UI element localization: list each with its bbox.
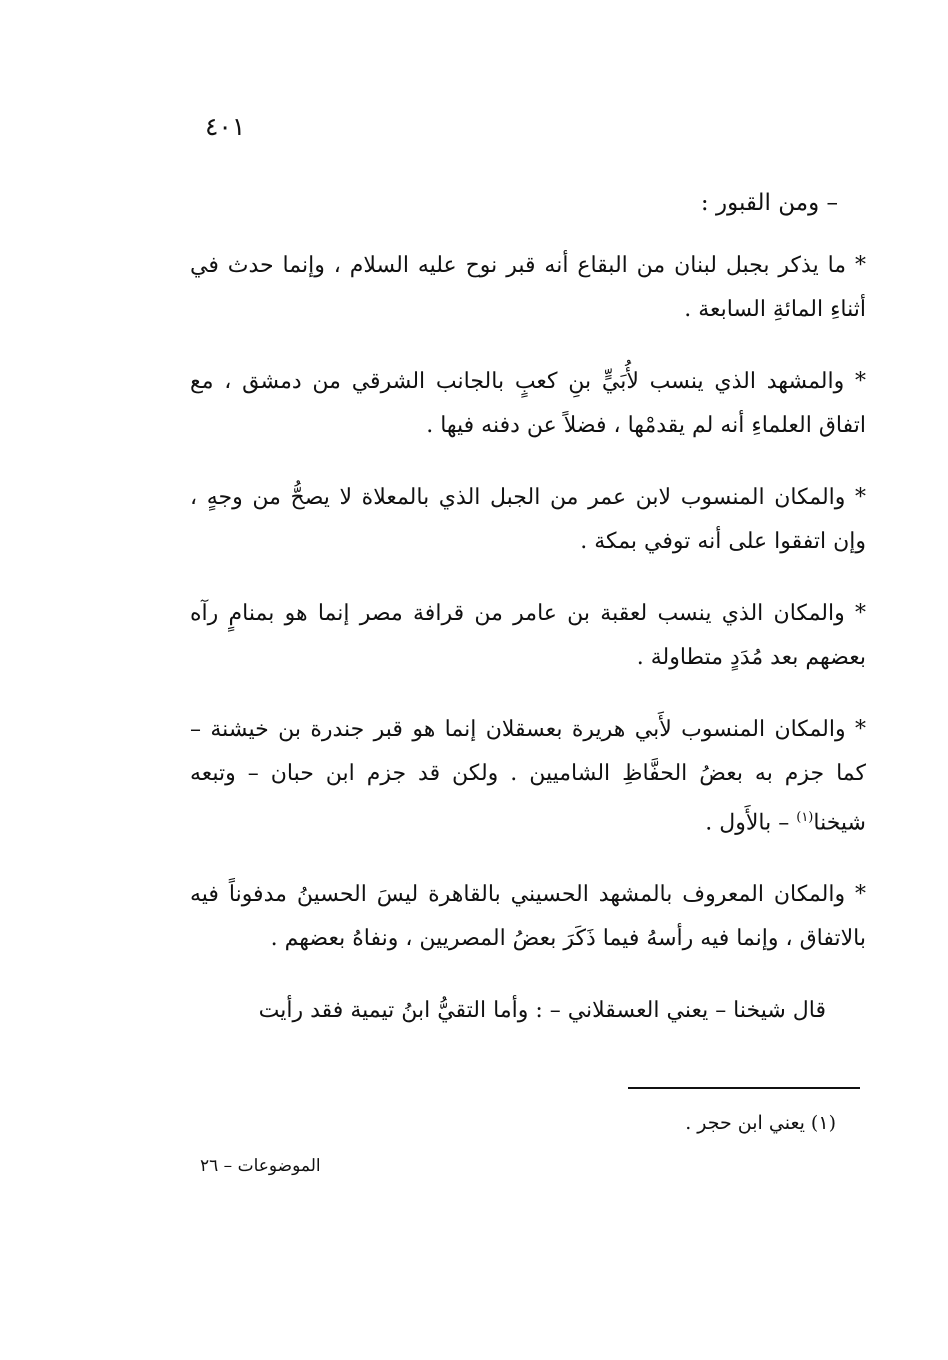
footnote-divider (628, 1087, 860, 1089)
paragraph-4: * والمكان الذي ينسب لعقبة بن عامر من قرافة مصر إنما هو بمنامٍ رآه بعضهم بعد مُدَدٍ متطاولة . (190, 601, 866, 670)
paragraph-5-tail: – بالأَول . (705, 810, 797, 836)
paragraph-6: * والمكان المعروف بالمشهد الحسيني بالقاهرة ليسَ الحسينُ مدفوناً فيه بالاتفاق ، وإنما فيه رأسهُ فيما ذَكَرَ بعضُ المصريين ، ونفاهُ بعضهم . (190, 882, 866, 952)
body-text (190, 244, 866, 1061)
paragraph-2: * والمشهد الذي ينسب لأُبَيٍّ بنِ كعبٍ بالجانب الشرقي من دمشق ، مع اتفاق العلماءِ أنه لم يقدمْها ، فضلاً عن دفنه فيها . (190, 369, 866, 438)
footnote: (١) يعني ابن حجر . (685, 1112, 836, 1134)
paragraph-5 (190, 708, 866, 845)
paragraph-1: * ما يذكر بجبل لبنان من البقاع أنه قبر نوح عليه السلام ، وإنما حدث في أثناءِ المائةِ السابعة . (190, 253, 866, 322)
closing-line: قال شيخنا – يعني العسقلاني – : وأما التقيُّ ابنُ تيمية فقد رأيت (258, 998, 826, 1024)
section-heading: – ومن القبور : (700, 190, 838, 216)
page-number: ٤٠١ (205, 112, 246, 141)
signature-mark: الموضوعات – ٢٦ (200, 1156, 321, 1176)
footnote-reference[interactable]: (١) (796, 810, 814, 825)
paragraph-5-text: * والمكان المنسوب لأَبي هريرة بعسقلان إنما هو قبر جندرة بن خيشنة – كما جزم به بعضُ الحفَّاظِ الشاميين . ولكن قد جزم ابن حبان – وتبعه شيخنا (190, 717, 866, 836)
paragraph-3: * والمكان المنسوب لابن عمر من الجبل الذي بالمعلاة لا يصحُّ من وجهٍ ، وإن اتفقوا على أنه توفي بمكة . (190, 485, 866, 554)
